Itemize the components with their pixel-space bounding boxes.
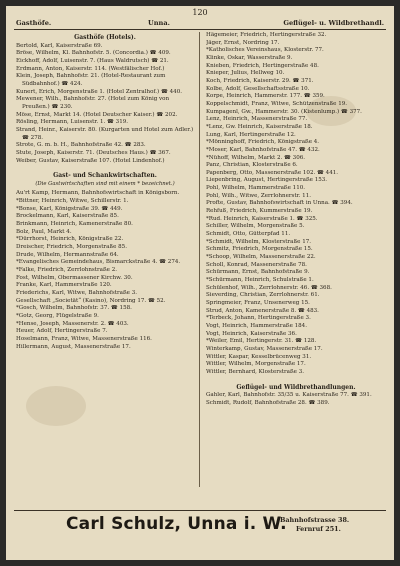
advert-name: Carl Schulz, Unna i. W. xyxy=(66,514,287,534)
header-center: Unna. xyxy=(148,19,170,27)
directory-entry: Klein, Joseph, Bahnhofstr. 21. (Hotel-Restaurant zum Südbahnhof.) ☎ 424. xyxy=(16,73,166,87)
directory-entry: Springmeier, Franz, Unsenerweg 15. xyxy=(206,299,310,306)
directory-entry: Kumpagenl, Gw., Hammerstr. 30. (Kistenlump.) ☎ 377. xyxy=(206,108,362,115)
directory-entry: *Mönninghoff, Friedrich, Königstraße 4. xyxy=(206,139,320,146)
directory-entry: Scholl, Konrad, Massenerstraße 78. xyxy=(206,261,307,268)
page-number: 120 xyxy=(192,8,208,17)
running-header xyxy=(16,19,384,28)
advert-address: Bahnhofstrasse 38. xyxy=(280,516,350,524)
directory-entry: *Falke, Friedrich, Zerrlohnstraße 2. xyxy=(16,267,118,274)
directory-entry: *Gotz, Georg, Flügelstraße 9. xyxy=(16,312,99,319)
directory-entry: Schürmann, Ernst, Bahnhofstraße 9. xyxy=(206,269,310,276)
directory-entry: Fost, Wilhelm, Obermassener Kirchw. 30. xyxy=(16,274,133,281)
directory-entry: Brinkmann, Heinrich, Kamenerstraße 80. xyxy=(16,221,133,228)
directory-entry: Lung, Karl, Hertingerstraße 12. xyxy=(206,131,296,138)
directory-entry: Wittler, Wilhelm, Morgenstraße 17. xyxy=(206,361,306,368)
directory-entry: Lenz, Heinrich, Massenerstraße 77. xyxy=(206,116,308,123)
directory-entry: Koch, Friedrich, Kaiserstr. 29. ☎ 371. xyxy=(206,77,314,84)
directory-entry: *Schürmann, Heinrich, Schulstraße 1. xyxy=(206,277,314,283)
directory-entry: Brockelmann, Karl, Kaiserstraße 85. xyxy=(16,213,119,220)
directory-entry: Schiller, Wilhelm, Morgenstraße 5. xyxy=(206,223,305,230)
directory-entry: Korpe, Heinrich, Hammerstr. 177. ☎ 359. xyxy=(206,93,325,100)
directory-entry: Bröse, Wilhelm, Kl. Bahnhofstr. 5. (Concordia.) ☎ 409. xyxy=(16,50,171,57)
section-heading: Gast- und Schankwirtschaften. xyxy=(53,172,157,180)
directory-entry: Profte, Gustav, Bahnhofswirtschaft in Unna. ☎ 394. xyxy=(206,200,353,207)
directory-entry: Mewener, Wilh., Bahnhofstr. 27. (Hotel zum König von Preußen.) ☎ 230. xyxy=(16,96,170,110)
directory-entry: Pohl, Wilhelm, Hammerstraße 110. xyxy=(206,185,306,192)
directory-entry: Schmitz, Friedrich, Morgenstraße 15. xyxy=(206,246,313,253)
directory-entry: Weiber, Gustav, Kaiserstraße 107. (Hotel Lindenhof.) xyxy=(16,157,165,164)
directory-entry: Franke, Karl, Hammerstraße 120. xyxy=(16,282,112,289)
directory-entry: Papenberg, Otto, Massenerstraße 102. ☎ 441. xyxy=(206,169,339,176)
directory-entry: Vogt, Heinrich, Hammerstraße 184. xyxy=(206,322,307,329)
directory-page xyxy=(6,6,394,560)
directory-entry: *Bittner, Heinrich, Witwe, Schillerstr. 1. xyxy=(16,198,129,205)
directory-entry: Eickhoff, Adolf, Luisenstr. 7. (Haus Waldrutsch) ☎ 21. xyxy=(16,57,169,64)
directory-entry: *Lenz, Gw. Heinrich, Kaiserstraße 18. xyxy=(206,123,313,130)
directory-entry: *Dürrhorst, Heinrich, Königstraße 22. xyxy=(16,236,124,243)
directory-entry: Stute, Joseph, Kaiserstr. 71. (Deutsches Haus.) ☎ 367. xyxy=(16,149,171,156)
section-gap xyxy=(206,377,386,382)
column-divider xyxy=(199,32,200,487)
directory-entry: *Bonse, Karl, Königstraße 39. ☎ 449. xyxy=(16,205,123,212)
directory-entry: Schmidt, Rudolf, Bahnhofstraße 28. ☎ 389. xyxy=(206,399,330,406)
directory-entry: Dreischer, Friedrich, Morgenstraße 85. xyxy=(16,244,127,251)
directory-entry: Friederichs, Karl, Witwe, Bahnhofstraße 3. xyxy=(16,290,138,296)
directory-entry: Panz, Christian, Klosterstraße 6. xyxy=(206,162,298,169)
header-left: Gasthöfe. xyxy=(16,19,52,27)
directory-entry: *Weiler, Emil, Hertingerstr. 31. ☎ 128. xyxy=(206,338,317,345)
directory-entry: *Schmidt, Wilhelm, Klosterstraße 17. xyxy=(206,238,312,245)
directory-entry: Strand, Heinr., Kaiserstr. 80. (Kurgarten und Hotel zum Adler.) ☎ 278. xyxy=(16,126,194,141)
section-heading: Gasthöfe (Hotels). xyxy=(74,34,136,41)
directory-entry: *Hense, Joseph, Massenerstr. 2. ☎ 403. xyxy=(16,320,129,327)
directory-entry: Strud, Anton, Kamenerstraße 8. ☎ 483. xyxy=(206,307,319,314)
directory-entry: Pohl, Wilh., Witwe, Zerrlohnerstr. 11. xyxy=(206,192,311,199)
directory-entry: Sieverding, Christian, Zerrlohnerstr. 61. xyxy=(206,292,320,299)
directory-entry: Vogt, Heinrich, Kaiserstraße 36. xyxy=(206,330,297,337)
advertisement xyxy=(14,510,386,539)
directory-entry: *Schoop, Wilhelm, Massenerstraße 22. xyxy=(206,254,316,261)
left-column xyxy=(16,32,194,492)
directory-entry: Klinke, Oskar, Wasserstraße 9. xyxy=(206,54,293,61)
section-gap xyxy=(16,165,194,170)
directory-entry: Knieben, Friedrich, Hertingerstraße 48. xyxy=(206,62,319,69)
directory-entry: Au'rt Kamp, Hermann, Bahnhofswirtschaft in Königsborn. xyxy=(16,190,180,197)
directory-entry: *Gosch, Wilhelm, Bahnhofstr. 37. ☎ 158. xyxy=(16,305,132,312)
directory-entry: Heuer, Adolf, Hertingerstraße 7. xyxy=(16,328,108,335)
header-right: Geflügel- u. Wildbrethandl. xyxy=(283,19,384,27)
directory-entry: Bertold, Karl, Kaiserstraße 69. xyxy=(16,42,103,49)
directory-entry: Drude, Wilhelm, Hermannstraße 64. xyxy=(16,251,119,258)
directory-entry: Rehfuß, Friedrich, Kummerstraße 19. xyxy=(206,208,313,215)
directory-entry: Knieper, Julius, Hellweg 10. xyxy=(206,70,285,77)
header-rule xyxy=(14,29,386,30)
directory-entry: *Nühoff, Wilhelm, Markt 2. ☎ 306. xyxy=(206,154,306,161)
directory-entry: Wittler, Bernhard, Klosterstraße 3. xyxy=(206,368,304,375)
directory-entry: Hillermann, August, Massenerstraße 17. xyxy=(16,343,131,350)
directory-entry: Gesellschaft „Societät“ (Kasino), Nordring 17. ☎ 52. xyxy=(16,297,166,304)
directory-entry: *Rud. Heinrich, Kaiserstraße 1. ☎ 325. xyxy=(206,215,318,222)
directory-entry: Kolbe, Adolf, Gesellschaftsstraße 10. xyxy=(206,85,310,92)
directory-entry: *Katholisches Vereinshaus, Klosterstr. 77. xyxy=(206,47,324,54)
directory-entry: Schmidt, Otto, Gütterpfad 11. xyxy=(206,231,291,238)
directory-entry: Hoselmann, Franz, Witwe, Massenerstraße 116. xyxy=(16,335,152,342)
right-column xyxy=(206,32,386,492)
directory-entry: Bolz, Paul, Markt 4. xyxy=(16,228,72,235)
directory-entry: Liepenbring, August, Hertingerstraße 153. xyxy=(206,177,328,184)
directory-entry: Schülenhof, Wilh., Zerrlohnerstr. 46. ☎ 368. xyxy=(206,284,332,291)
directory-entry: *Evangelisches Gemeindehaus, Bismarckstraße 4. ☎ 274. xyxy=(16,259,181,266)
directory-entry: Winterkamp, Gustav, Massenerstraße 17. xyxy=(206,345,323,352)
section-heading: Geflügel- und Wildbrethandlungen. xyxy=(236,383,356,391)
directory-entry: Möse, Ernst, Markt 14. (Hotel Deutscher Kaiser.) ☎ 202. xyxy=(16,111,178,118)
directory-entry: Rösling, Hermann, Luisenstr. 1. ☎ 319. xyxy=(16,119,129,126)
directory-entry: Erdmann, Anton, Kaiserstr. 114. (Westfälischer Hof.) xyxy=(16,65,165,72)
directory-entry: Wittler, Kaspar, Kesselbrücenweg 31. xyxy=(206,353,312,360)
directory-entry: Gahler, Karl, Bahnhofstr. 35/35 u. Kaiserstraße 77. ☎ 391. xyxy=(206,392,372,399)
directory-entry: *Terbeck, Johann, Hertingerstraße 3. xyxy=(206,315,311,322)
directory-entry: Strote, G. m. b. H., Bahnhofstraße 42. ☎ 283. xyxy=(16,142,146,149)
advert-phone: Fernruf 251. xyxy=(296,525,341,533)
directory-entry: Kunert, Erich, Morgenstraße 1. (Hotel Zentralhof.) ☎ 440. xyxy=(16,88,182,95)
directory-entry: Koppelschmidt, Franz, Witwe, Schützenstraße 19. xyxy=(206,100,348,107)
section-note: (Die Gastwirtschaften sind mit einem * bezeichnet.) xyxy=(35,180,175,187)
directory-entry: Jäger, Ernst, Nordring 17. xyxy=(206,39,280,46)
directory-entry: *Moser, Karl, Bahnhofstraße 47. ☎ 432. xyxy=(206,146,320,153)
directory-entry: Hägemeier, Friedrich, Hertingerstraße 32. xyxy=(206,32,327,38)
